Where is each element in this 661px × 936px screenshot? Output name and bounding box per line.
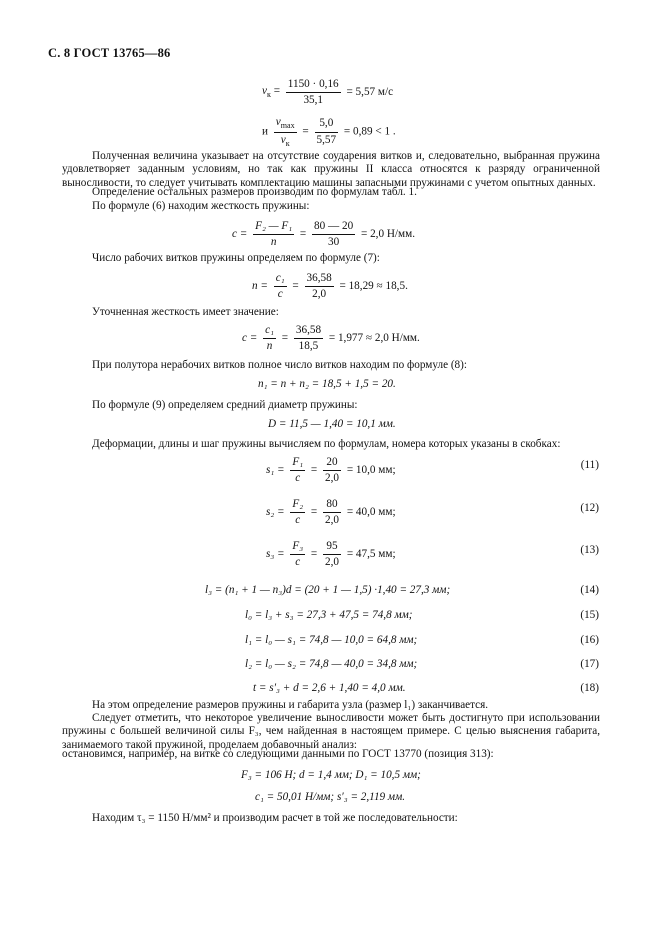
eq-s3-den: c xyxy=(295,556,301,569)
eq-c-num: F₂ — F₁ xyxy=(255,220,293,232)
eq-F3-text: F₃ = 106 Н; d = 1,4 мм; D₁ = 10,5 мм; xyxy=(241,769,421,781)
equation-17 xyxy=(245,658,417,671)
eq-ratio-den-sub: к xyxy=(285,139,290,149)
eq-c2-num2: 36,58 xyxy=(294,324,323,339)
equation-s3: s₃ = $\frac{\text{F₃}}{c}$ = $\frac{95}{2,0}$ = 47,5 мм; xyxy=(266,540,396,569)
eq-ratio-den2: 5,57 xyxy=(316,133,337,146)
page-header: С. 8 ГОСТ 13765—86 xyxy=(48,46,171,60)
eq-s3-num2: 95 xyxy=(323,540,341,555)
eq-s1-lhs: s₁ = xyxy=(266,464,285,477)
eq-n-rhs: = 18,29 ≈ 18,5. xyxy=(339,280,408,293)
eq-c-den2: 30 xyxy=(328,236,340,249)
equation-s2: s₂ = $\frac{\text{F₂}}{c}$ = $\frac{80}{2,0}$ = 40,0 мм; xyxy=(266,498,396,527)
eq-s1-den: c xyxy=(295,472,301,485)
eq-ratio-num: v xyxy=(275,116,281,128)
equation-c1 xyxy=(255,791,405,804)
eq-s2-num2: 80 xyxy=(323,498,341,513)
equation-c2: c = $\frac{\text{c₁}}{n}$ = $\frac{36,58}{18,5}$ = 1,977 ≈ 2,0 Н/мм. xyxy=(242,324,420,353)
paragraph-11: остановимся, например, на витке со следующими данными по ГОСТ 13770 (позиция 313): xyxy=(62,748,494,760)
paragraph-6: При полутора нерабочих витков полное число витков находим по формуле (8): xyxy=(92,359,467,371)
eq-n-den: c xyxy=(277,288,283,301)
eq-vk-den: 35,1 xyxy=(303,94,324,107)
equation-18 xyxy=(253,682,406,695)
equation-number-17: (17) xyxy=(580,658,599,670)
eq-15-text: l₀ = l₃ + s₃ = 27,3 + 47,5 = 74,8 мм; xyxy=(245,609,413,621)
equation-F3 xyxy=(241,769,421,782)
eq-s3-rhs: = 47,5 мм; xyxy=(346,548,396,561)
eq-ratio-den: v xyxy=(280,133,286,146)
eq-s2-num: F₂ xyxy=(292,498,304,510)
paragraph-2: Определение остальных размеров производим по формулам табл. 1. xyxy=(92,186,417,198)
equation-c: c = $\frac{\text{F₂ — F₁}}{n}$ = $\frac{80 — 20}{30}$ = 2,0 Н/мм. xyxy=(232,220,415,249)
eq-vk-lhs-sub: к xyxy=(266,90,271,100)
eq-s2-rhs: = 40,0 мм; xyxy=(346,506,396,519)
paragraph-4: Число рабочих витков пружины определяем по формуле (7): xyxy=(92,252,380,264)
eq-c2-den2: 18,5 xyxy=(298,340,319,353)
eq-18-text: t = s′₃ + d = 2,6 + 1,40 = 4,0 мм. xyxy=(253,682,406,694)
paragraph-1: Полученная величина указывает на отсутствие соударения витков и, следовательно, выбранная пружина удовлетворяет заданным условиям, но так как пружины II класса относятся к разряду ограниченной выносливости, то следует учитывать комплектацию машины запасными пружинами с учетом опытных данных. xyxy=(62,150,600,189)
eq-n-num: c₁ xyxy=(275,272,285,284)
eq-ratio-rhs: = 0,89 < 1 . xyxy=(343,125,396,138)
paragraph-8: Деформации, длины и шаг пружины вычисляем по формулам, номера которых указаны в скобках: xyxy=(92,438,561,450)
eq-ratio-num-sub: max xyxy=(280,121,295,131)
equation-number-15: (15) xyxy=(580,609,599,621)
eq-s2-lhs: s₂ = xyxy=(266,506,285,519)
equation-16 xyxy=(245,634,417,647)
eq-c-den: n xyxy=(270,236,277,249)
equation-number-11: (11) xyxy=(580,459,599,471)
eq-vk-num: 1150 · 0,16 xyxy=(286,78,341,93)
eq-s1-num: F₁ xyxy=(292,456,304,468)
eq-vk-lhs: v xyxy=(262,85,267,98)
equation-14 xyxy=(205,584,450,597)
eq-s3-den2: 2,0 xyxy=(325,556,340,569)
eq-s3-num: F₃ xyxy=(292,540,304,552)
equation-number-12: (12) xyxy=(580,502,599,514)
eq-c-rhs: = 2,0 Н/мм. xyxy=(360,228,415,241)
eq-vk-rhs: = 5,57 м/с xyxy=(346,86,394,99)
eq-s1-rhs: = 10,0 мм; xyxy=(346,464,396,477)
paragraph-12: Находим τ₃ = 1150 Н/мм² и производим расчет в той же последовательности: xyxy=(92,812,458,824)
eq-n1-text: n₁ = n + n₂ = 18,5 + 1,5 = 20. xyxy=(258,378,396,390)
equation-D xyxy=(268,418,396,431)
eq-c2-lhs: c = xyxy=(242,332,258,345)
paragraph-5: Уточненная жесткость имеет значение: xyxy=(92,306,279,318)
eq-s3-lhs: s₃ = xyxy=(266,548,285,561)
equation-s1: s₁ = $\frac{\text{F₁}}{c}$ = $\frac{20}{2,0}$ = 10,0 мм; xyxy=(266,456,396,485)
equation-number-13: (13) xyxy=(580,544,599,556)
eq-c2-den: n xyxy=(266,340,273,353)
eq-s1-den2: 2,0 xyxy=(325,472,340,485)
eq-c2-num: c₁ xyxy=(265,324,274,336)
paragraph-7: По формуле (9) определяем средний диаметр пружины: xyxy=(92,399,358,411)
eq-16-text: l₁ = l₀ — s₁ = 74,8 — 10,0 = 64,8 мм; xyxy=(245,634,418,646)
eq-14-text: l₃ = (n₁ + 1 — n₃)d = (20 + 1 — 1,5) ·1,40 = 27,3 мм; xyxy=(205,584,451,596)
eq-c2-rhs: = 1,977 ≈ 2,0 Н/мм. xyxy=(328,332,420,345)
equation-n: n = $\frac{\text{c₁}}{c}$ = $\frac{36,58}{2,0}$ = 18,29 ≈ 18,5. xyxy=(252,272,408,301)
eq-n-lhs: n = xyxy=(252,280,268,293)
eq-n-num2: 36,58 xyxy=(305,272,334,287)
equation-15 xyxy=(245,609,413,622)
eq-17-text: l₂ = l₀ — s₂ = 74,8 — 40,0 = 34,8 мм; xyxy=(245,658,418,670)
paragraph-10: Следует отметить, что некоторое увеличение выносливости может быть достигнуто при использовании пружины с большей величиной силы F₃, чем найденная в настоящем примере. С целью выяснения габарита, занимаемого такой пружиной, проделаем добавочный анализ: xyxy=(62,712,600,751)
eq-n-den2: 2,0 xyxy=(312,288,327,301)
eq-D-text: D = 11,5 — 1,40 = 10,1 мм. xyxy=(268,418,396,430)
eq-ratio-prefix: и xyxy=(262,125,268,138)
eq-c-lhs: c = xyxy=(232,228,248,241)
equation-n1 xyxy=(258,378,396,391)
equation-number-14: (14) xyxy=(580,584,599,596)
eq-c1-text: c₁ = 50,01 Н/мм; s′₃ = 2,119 мм. xyxy=(255,791,406,803)
equation-number-16: (16) xyxy=(580,634,599,646)
equation-ratio: и $\frac{v_{max}}{v_к}$ = $\frac{5,0}{5,57}$ = 0,89 < 1 . xyxy=(262,116,396,149)
equation-vk: $v_к$ = $\frac{1150 \cdot 0,16}{35,1}$ = 5,57 м/с xyxy=(262,78,394,107)
eq-s2-den: c xyxy=(295,514,301,527)
eq-s2-den2: 2,0 xyxy=(325,514,340,527)
eq-ratio-num2: 5,0 xyxy=(315,117,339,132)
eq-s1-num2: 20 xyxy=(323,456,341,471)
eq-c-num2: 80 — 20 xyxy=(312,220,355,235)
paragraph-3: По формуле (6) находим жесткость пружины: xyxy=(92,200,310,212)
paragraph-9: На этом определение размеров пружины и габарита узла (размер l₁) заканчивается. xyxy=(92,699,489,711)
equation-number-18: (18) xyxy=(580,682,599,694)
